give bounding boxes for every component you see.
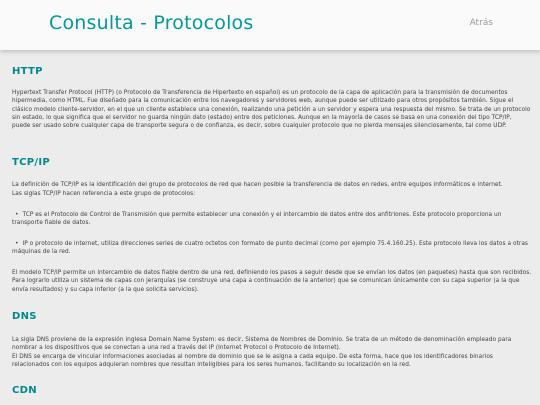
dns-paragraph [12,336,532,369]
list-item-tcp: • TCP es el Protocolo de Control de Transmisión que permite establecer una conexión y el intercambio de datos entre dos anfitriones. Este protocolo proporciona un transporte fiable de datos. [12,211,532,228]
page-title: Consulta - Protocolos [49,12,254,34]
tcpip-paragraph-model: El modelo TCP/IP permite un intercambio de datos fiable dentro de una red, definiendo los pasos a seguir desde que se envían los datos (en paquetes) hasta que son recibidos. Para lograrlo utiliza un sistema de capas con jerarquías (se construye una capa a continuación de la anterior) que se comunican únicamente con su capa superior (a la que envía resultados) y su capa inferior (a la que solicita servicios). [12,270,532,293]
http-paragraph: Hypertext Transfer Protocol (HTTP) (o Protocolo de Transferencia de Hipertexto en español) es un protocolo de la capa de aplicación para la transmisión de documentos hipermedia, como HTML. Fue diseñado para la comunicación entre los navegadores y servidores web, aunque puede ser utilizado para otros propósitos también. Sigue el clásico modelo cliente-servidor, en el que un cliente establece una conexión, realizando una petición a un servidor y espera una respuesta del mismo. Se trata de un protocolo sin estado, lo que significa que el servidor no guarda ningún dato (estado) entre dos peticiones. Aunque en la mayoría de casos se basa en una conexión del tipo TCP/IP, puede ser usado sobre cualquier capa de transporte segura o de confianza, es decir, sobre cualquier protocolo que no pierda mensajes silenciosamente, tal como UDP. [12,90,531,130]
app-header [0,0,540,50]
section-heading-dns: DNS [12,311,37,322]
back-button[interactable]: Atrás [469,18,493,28]
tcpip-paragraph-intro: Las siglas TCP/IP hacen referencia a este grupo de protocolos: [12,191,196,197]
tcpip-paragraph-definition: La definición de TCP/IP es la identificación del grupo de protocolos de red que hacen posible la transferencia de datos en redes, entre equipos informáticos e internet. [12,182,503,188]
dns-paragraph-2: El DNS se encarga de vincular informaciones asociadas al nombre de dominio que se le asigna a cada equipo. De esta forma, hace que los identificadores binarios relacionados con los equipos adquieran nombres que resultan inteligibles para los seres humanos, facilitando su localización en la red. [12,353,494,368]
section-heading-cdn: CDN [12,385,37,396]
dns-paragraph-1: La sigla DNS proviene de la expresión inglesa Domain Name System: es decir, Sistema de Nombres de Dominio. Se trata de un método de denominación empleado para nombrar a los dispositivos que se conectan a una red a través del IP (Internet Protocol o Protocolo de Internet). [12,337,512,352]
section-heading-http: HTTP [12,66,43,77]
list-item-ip: • IP o protocolo de internet, utiliza direcciones series de cuatro octetos con formato de punto decimal (como por ejemplo 75.4.160.25). Este protocolo lleva los datos a otras máquinas de la red. [12,240,532,257]
section-heading-tcpip: TCP/IP [12,157,50,168]
